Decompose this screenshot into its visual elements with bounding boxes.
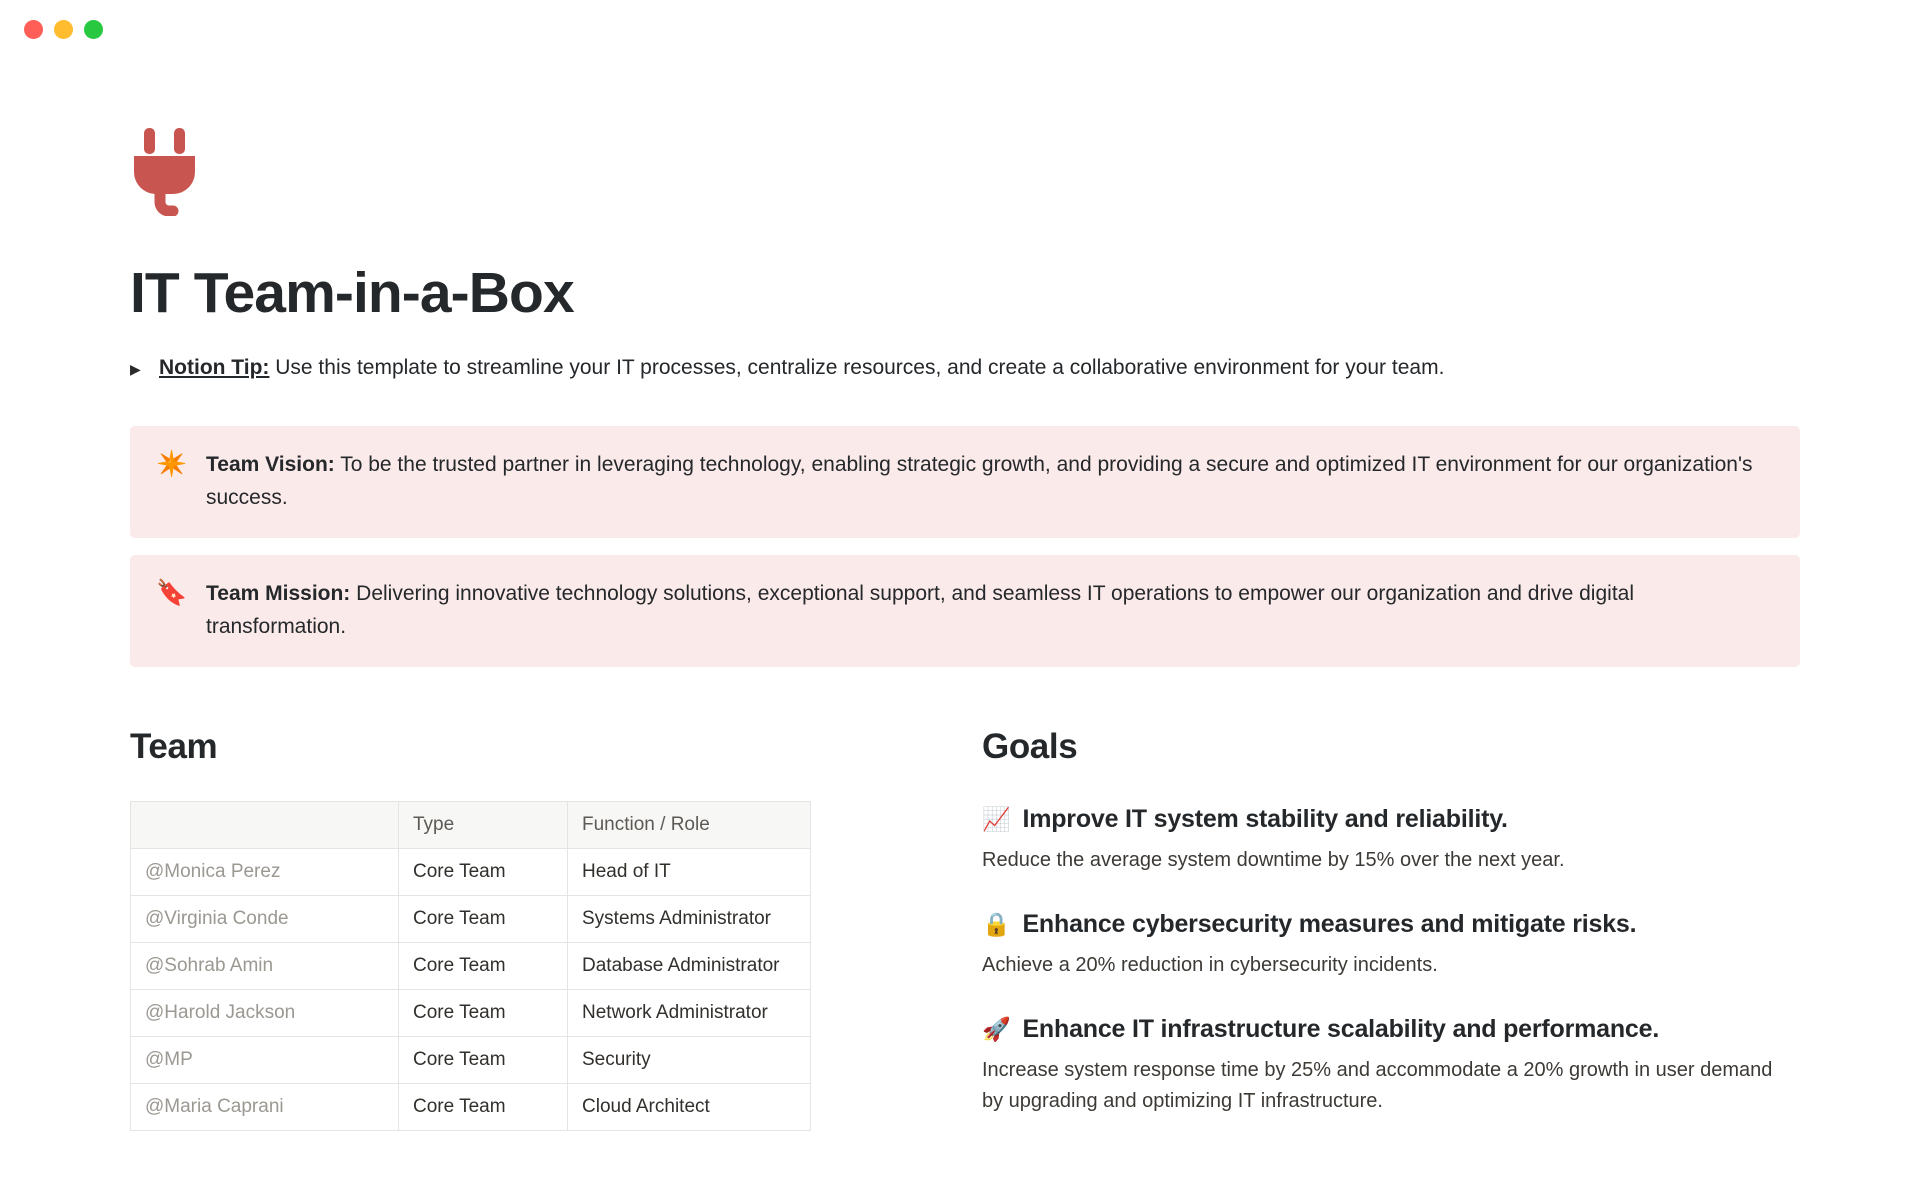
team-mission-label: Team Mission:: [206, 581, 351, 605]
plug-icon[interactable]: [130, 124, 216, 216]
goal-title-row: [982, 906, 1782, 942]
goals-column: [982, 727, 1782, 1147]
bookmark-icon: 🔖: [156, 578, 188, 607]
team-vision-text: [206, 448, 1766, 514]
table-row[interactable]: [131, 895, 811, 942]
cell-role[interactable]: Security: [568, 1036, 811, 1083]
goal-title-row: [982, 1011, 1782, 1047]
goals-heading: Goals: [982, 726, 1078, 766]
lock-icon: 🔒: [982, 910, 1011, 937]
team-vision-label: Team Vision:: [206, 452, 335, 476]
team-mission-text: [206, 577, 1766, 643]
table-row[interactable]: [131, 848, 811, 895]
cell-type[interactable]: Core Team: [399, 895, 568, 942]
team-column: [130, 727, 890, 1147]
cell-person[interactable]: @Virginia Conde: [131, 895, 399, 942]
maximize-window-button[interactable]: [84, 20, 103, 39]
notion-tip-label: Notion Tip:: [159, 355, 270, 379]
cell-type[interactable]: Core Team: [399, 1036, 568, 1083]
traffic-lights: [24, 20, 103, 39]
document-content: [130, 62, 1802, 1147]
cell-type[interactable]: Core Team: [399, 848, 568, 895]
callout-team-mission: [130, 555, 1800, 667]
column-header-role[interactable]: Function / Role: [568, 801, 811, 848]
notion-tip-body: Use this template to streamline your IT processes, centralize resources, and create a collaborative environment for your team.: [269, 355, 1445, 379]
cell-type[interactable]: Core Team: [399, 942, 568, 989]
goal-description: Achieve a 20% reduction in cybersecurity incidents.: [982, 953, 1438, 976]
goal-item: [982, 801, 1782, 876]
page-title: IT Team-in-a-Box: [130, 261, 574, 325]
cell-role[interactable]: Head of IT: [568, 848, 811, 895]
table-row[interactable]: [131, 1083, 811, 1130]
team-vision-body: To be the trusted partner in leveraging technology, enabling strategic growth, and providing a secure and optimized IT environment for our organization's success.: [206, 452, 1753, 509]
column-header-type[interactable]: Type: [399, 801, 568, 848]
team-mission-body: Delivering innovative technology solutions, exceptional support, and seamless IT operations to empower our organization and drive digital transformation.: [206, 581, 1634, 638]
goal-title: Improve IT system stability and reliability.: [1022, 804, 1508, 833]
table-row[interactable]: [131, 942, 811, 989]
window-titlebar: [0, 0, 1920, 62]
team-table[interactable]: [130, 801, 811, 1131]
cell-role[interactable]: Network Administrator: [568, 989, 811, 1036]
close-window-button[interactable]: [24, 20, 43, 39]
column-header-person[interactable]: [131, 801, 399, 848]
notion-tip-text: [159, 353, 1444, 383]
chevron-right-icon[interactable]: ▶: [130, 360, 141, 377]
cell-person[interactable]: @Sohrab Amin: [131, 942, 399, 989]
rocket-icon: 🚀: [982, 1015, 1011, 1042]
chart-increasing-icon: 📈: [982, 805, 1011, 832]
cell-person[interactable]: @Monica Perez: [131, 848, 399, 895]
cell-person[interactable]: @Harold Jackson: [131, 989, 399, 1036]
team-heading: Team: [130, 726, 218, 766]
cell-person[interactable]: @MP: [131, 1036, 399, 1083]
table-row[interactable]: [131, 989, 811, 1036]
goal-description: Reduce the average system downtime by 15% over the next year.: [982, 848, 1565, 871]
cell-type[interactable]: Core Team: [399, 1083, 568, 1130]
cell-person[interactable]: @Maria Caprani: [131, 1083, 399, 1130]
goal-title: Enhance cybersecurity measures and mitigate risks.: [1022, 909, 1637, 938]
document-page: [0, 62, 1920, 1200]
cell-role[interactable]: Database Administrator: [568, 942, 811, 989]
goal-title-row: [982, 801, 1782, 837]
callout-team-vision: [130, 426, 1800, 538]
goal-item: [982, 906, 1782, 981]
minimize-window-button[interactable]: [54, 20, 73, 39]
goal-title: Enhance IT infrastructure scalability and performance.: [1022, 1014, 1660, 1043]
goal-description: Increase system response time by 25% and accommodate a 20% growth in user demand by upgrading and optimizing IT infrastructure.: [982, 1058, 1773, 1112]
cell-type[interactable]: Core Team: [399, 989, 568, 1036]
cell-role[interactable]: Systems Administrator: [568, 895, 811, 942]
two-column-layout: [130, 727, 1802, 1147]
red-star-icon: ✴️: [156, 449, 188, 478]
goal-item: [982, 1011, 1782, 1117]
cell-role[interactable]: Cloud Architect: [568, 1083, 811, 1130]
notion-tip-toggle[interactable]: [130, 353, 1802, 384]
table-header-row: [131, 801, 811, 848]
table-row[interactable]: [131, 1036, 811, 1083]
